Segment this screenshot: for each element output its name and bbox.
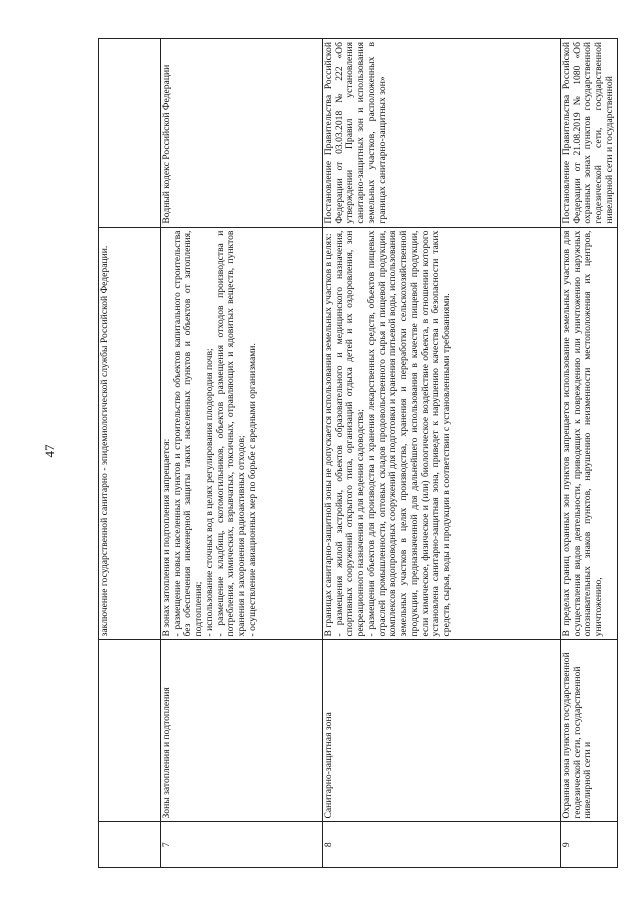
legal-basis <box>99 39 161 228</box>
table-row <box>161 39 323 868</box>
restriction-text <box>161 227 323 640</box>
zone-name: Зоны затопления и подтопления <box>161 640 323 822</box>
restriction-paragraph: заключение государственной санитарно - эпидемиологической службы Российской Федерации. <box>99 245 110 637</box>
restriction-paragraph: В пределах границ охранных зон пунктов запрещается использование земельных участков для осуществления видов деятельности, приводящих к повреждению или уничтожению наружных опознавательных знаков пунктов, нарушению неизменности местоположения их центров, уничтожению, <box>561 230 605 637</box>
restriction-paragraph: - использование сточных вод в целях регулирования плодородия почв; <box>203 348 215 637</box>
restriction-paragraph: В зонах затопления и подтопления запрещается: <box>161 438 172 637</box>
restriction-paragraph: - осуществление авиационных мер по борьбе с вредными организмами. <box>246 343 258 637</box>
restriction-paragraph: - размещения объектов для производства и хранения лекарственных средств, объектов пищевых отраслей промышленности, оптовых складов продовольственного сырья и пищевой продукции, комплексов водопроводных сооружений для подготовки и хранения питьевой воды, использования земельных участков в целях производства, хранения и переработки сельскохозяйственной продукции, предназначенной для дальнейшего использования в качестве пищевой продукции, если химическое, физическое и (или) биологическое воздействие объекта, в отношении которого установлена санитарно-защитная зона, приведет к нарушению качества и безопасности таких средств, сырья, воды и продукции в соответствии с установленными требованиями. <box>365 230 453 637</box>
restrictions-table <box>98 38 618 868</box>
restriction-paragraph: В границах санитарно-защитной зоны не допускается использования земельных участков в целях: <box>323 233 334 637</box>
restriction-text <box>99 227 161 640</box>
restriction-text <box>323 227 561 640</box>
restriction-paragraph: - размещения жилой застройки, объектов образовательного и медицинского назначения, спортивных сооружений открытого типа, организаций отдыха детей и их оздоровления, зон рекреационного назначения и для ведения садоводства; <box>333 230 367 637</box>
row-number: 8 <box>323 822 561 868</box>
row-number: 7 <box>161 822 323 868</box>
table-row <box>561 39 618 868</box>
zone-name <box>99 640 161 822</box>
legal-basis: Водный кодекс Российской Федерации <box>161 39 323 228</box>
rotated-page-content <box>98 38 615 868</box>
restriction-paragraph: - размещение новых населенных пунктов и строительство объектов капитального строительства без обеспечения инженерной защиты таких населенных пунктов и объектов от затопления, подтопления; <box>171 230 205 637</box>
restriction-text <box>561 227 618 640</box>
page-number: 47 <box>42 444 57 458</box>
restriction-paragraph: - размещение кладбищ, скотомогильников, объектов размещения отходов производства и потребления, химических, взрывчатых, токсичных, отравляющих и ядовитых веществ, пунктов хранения и захоронения радиоактивных отходов; <box>214 230 248 637</box>
legal-basis: Постановление Правительства Российской Федерации от 21.08.2019 № 1080 «Об охранных зонах пунктов государственной геодезической сети, государственной нивелирной сети и государственной <box>561 39 618 228</box>
table-row <box>99 39 161 868</box>
row-number <box>99 822 161 868</box>
zone-name: Санитарно-защитная зона <box>323 640 561 822</box>
legal-basis: Постановление Правительства Российской Федерации от 03.03.2018 № 222 «Об утверждении Правил установления санитарно-защитных зон и использования земельных участков, расположенных в границах санитарно-защитных зон» <box>323 39 561 228</box>
table-row <box>323 39 561 868</box>
zone-name: Охранная зона пунктов государственной геодезической сети, государственной нивелирной сети и <box>561 640 618 822</box>
row-number: 9 <box>561 822 618 868</box>
